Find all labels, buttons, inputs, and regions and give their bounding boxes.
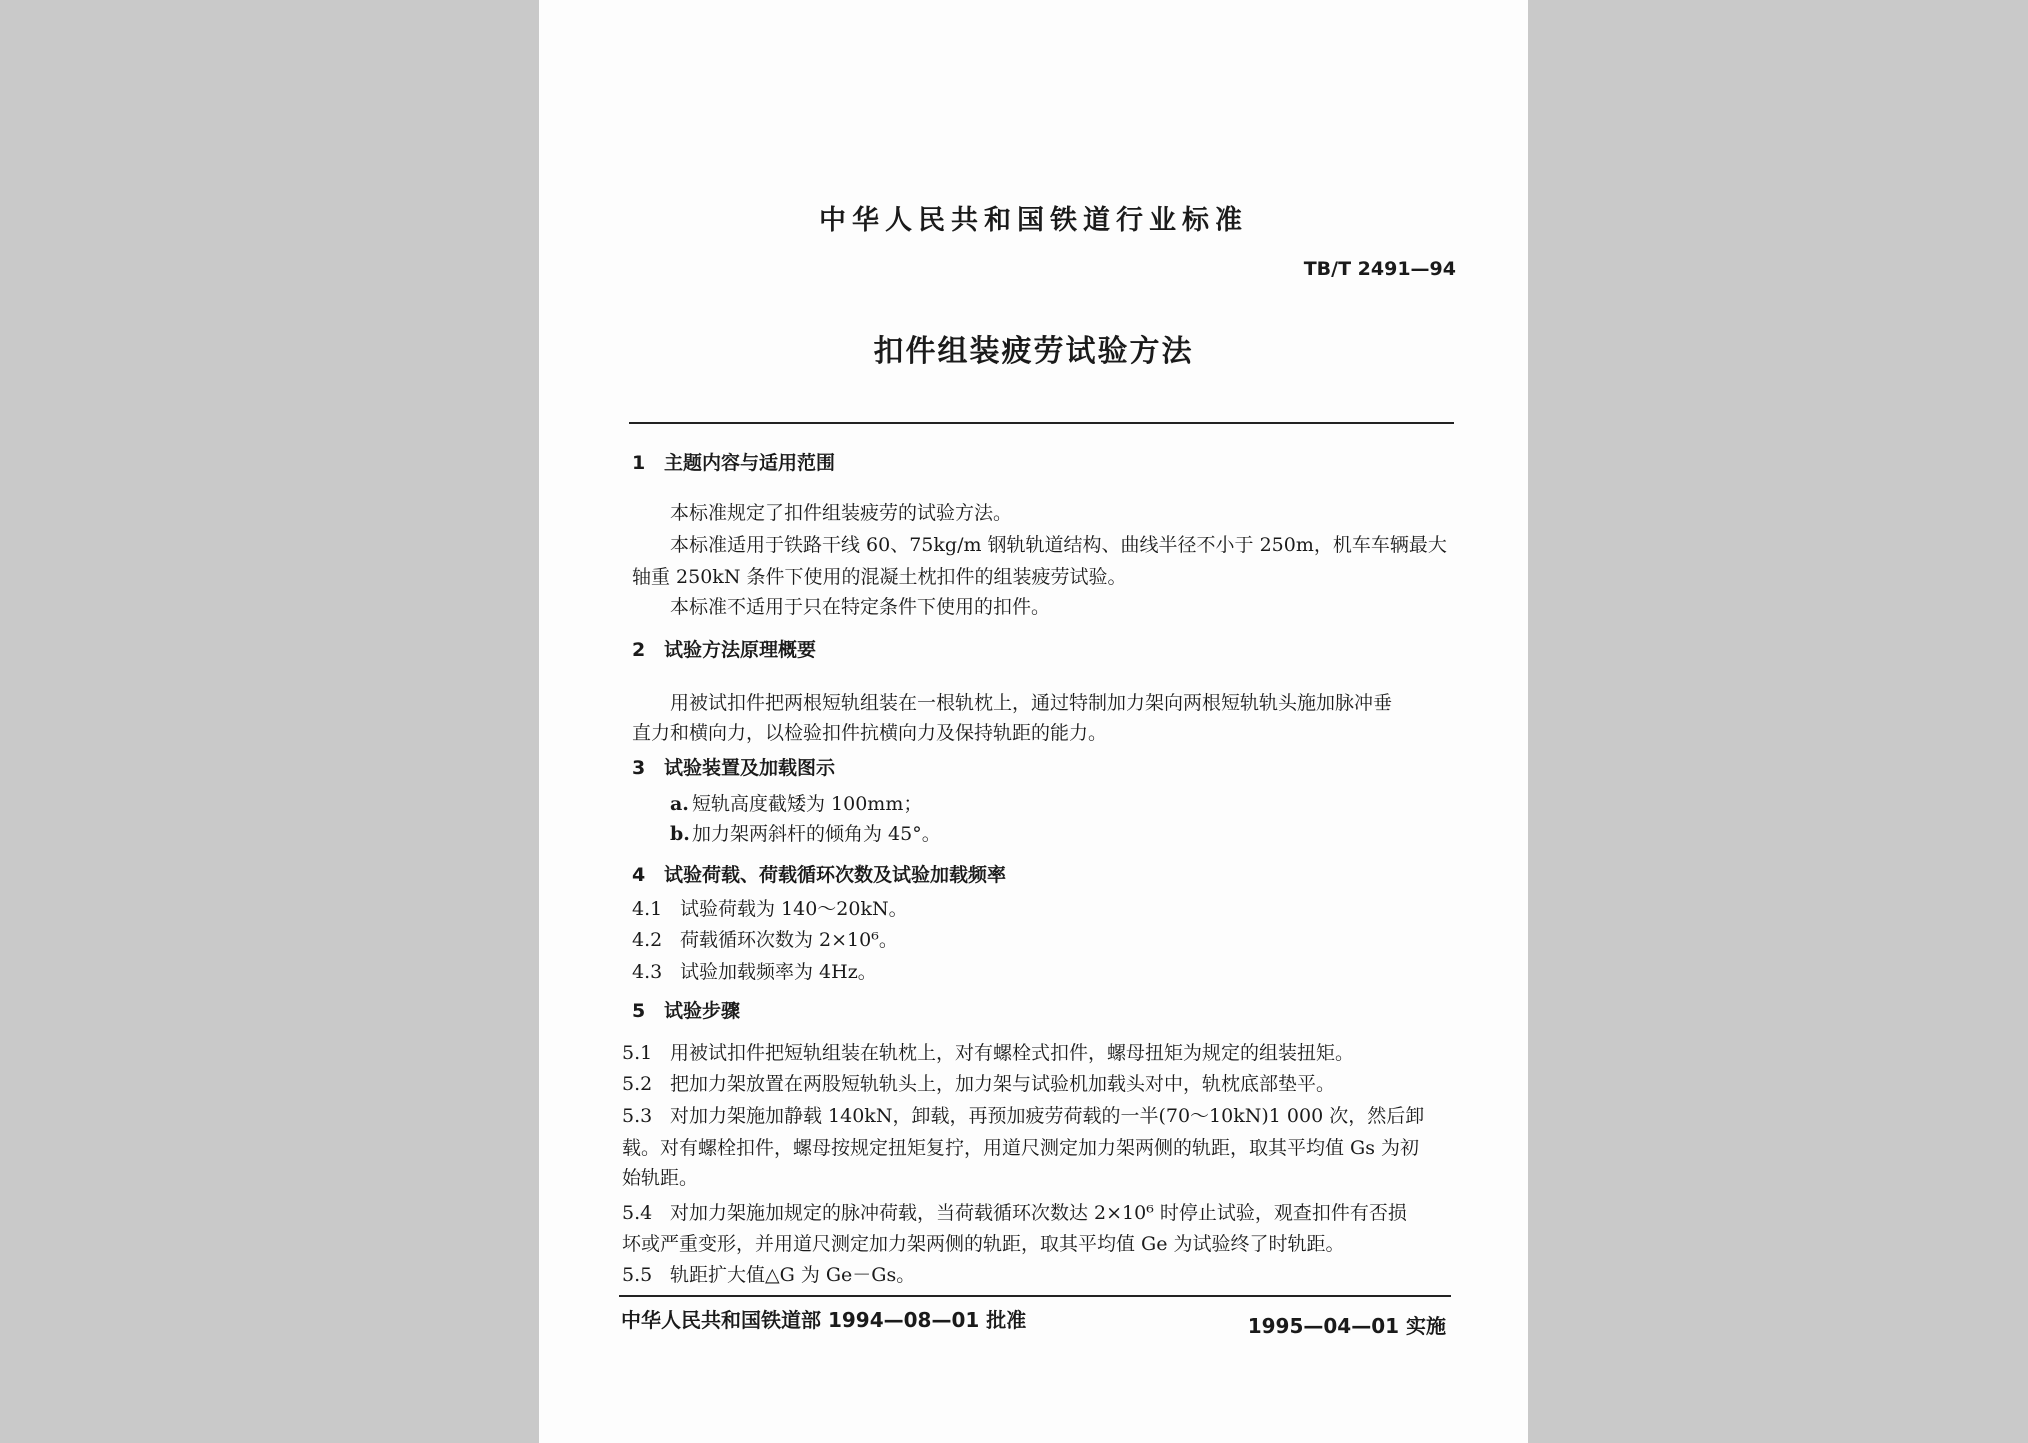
standard-code: TB/T 2491—94 — [1303, 258, 1456, 280]
document-title: 扣件组装疲劳试验方法 — [873, 334, 1194, 369]
paragraph-continuation: 直力和横向力，以检验扣件抗横向力及保持轨距的能力。 — [632, 722, 1108, 744]
section-title: 试验方法原理概要 — [664, 639, 817, 661]
section-number: 5 — [632, 1000, 646, 1022]
paragraph: 本标准规定了扣件组装疲劳的试验方法。 — [670, 502, 1013, 524]
section-3-heading — [632, 753, 835, 780]
clause-5-3: 5.3 对加力架施加静载 140kN，卸载，再预加疲劳荷载的一半(70～10kN)1 000 次，然后卸 — [622, 1105, 1425, 1127]
footer-divider — [619, 1295, 1451, 1297]
list-item: b. 加力架两斜杆的倾角为 45°。 — [670, 823, 941, 845]
document-page — [539, 0, 1528, 1443]
clause-4-2: 4.2 荷载循环次数为 2×10⁶。 — [632, 929, 898, 951]
section-5-heading — [632, 996, 740, 1023]
list-item: a. 短轨高度截矮为 100mm； — [670, 793, 923, 815]
approval-line: 中华人民共和国铁道部 1994—08—01 批准 — [621, 1308, 1027, 1332]
section-number: 3 — [632, 757, 646, 779]
section-2-heading — [632, 635, 816, 662]
clause-4-1: 4.1 试验荷载为 140～20kN。 — [632, 898, 908, 920]
section-title: 主题内容与适用范围 — [664, 452, 836, 474]
section-title: 试验步骤 — [664, 1000, 741, 1022]
clause-5-4: 5.4 对加力架施加规定的脉冲荷载，当荷载循环次数达 2×10⁶ 时停止试验，观查扣件有否损 — [622, 1202, 1407, 1224]
effective-date: 1995—04—01 实施 — [1247, 1314, 1446, 1338]
section-number: 1 — [632, 452, 646, 474]
section-1-heading — [632, 448, 835, 475]
paragraph-continuation: 轴重 250kN 条件下使用的混凝土枕扣件的组装疲劳试验。 — [632, 566, 1127, 588]
clause-4-3: 4.3 试验加载频率为 4Hz。 — [632, 961, 877, 983]
standard-category-heading: 中华人民共和国铁道行业标准 — [819, 205, 1248, 236]
paragraph: 本标准不适用于只在特定条件下使用的扣件。 — [670, 596, 1051, 618]
section-number: 2 — [632, 639, 646, 661]
clause-5-1: 5.1 用被试扣件把短轨组装在轨枕上，对有螺栓式扣件，螺母扭矩为规定的组装扭矩。 — [622, 1042, 1355, 1064]
clause-5-5: 5.5 轨距扩大值△G 为 Ge－Gs。 — [622, 1264, 916, 1286]
paragraph: 本标准适用于铁路干线 60、75kg/m 钢轨轨道结构、曲线半径不小于 250m，机车车辆最大 — [670, 534, 1447, 556]
section-title: 试验荷载、荷载循环次数及试验加载频率 — [664, 864, 1007, 886]
section-4-heading — [632, 860, 1006, 887]
paragraph: 用被试扣件把两根短轨组装在一根轨枕上，通过特制加力架向两根短轨轨头施加脉冲垂 — [670, 692, 1393, 714]
paragraph-continuation: 载。对有螺栓扣件，螺母按规定扭矩复拧，用道尺测定加力架两侧的轨距，取其平均值 Gs 为初 — [622, 1137, 1420, 1159]
section-number: 4 — [632, 864, 646, 886]
title-divider — [629, 422, 1454, 424]
paragraph-continuation: 始轨距。 — [622, 1167, 699, 1189]
section-title: 试验装置及加载图示 — [664, 757, 836, 779]
clause-5-2: 5.2 把加力架放置在两股短轨轨头上，加力架与试验机加载头对中，轨枕底部垫平。 — [622, 1073, 1336, 1095]
paragraph-continuation: 坏或严重变形，并用道尺测定加力架两侧的轨距，取其平均值 Ge 为试验终了时轨距。 — [622, 1233, 1345, 1255]
